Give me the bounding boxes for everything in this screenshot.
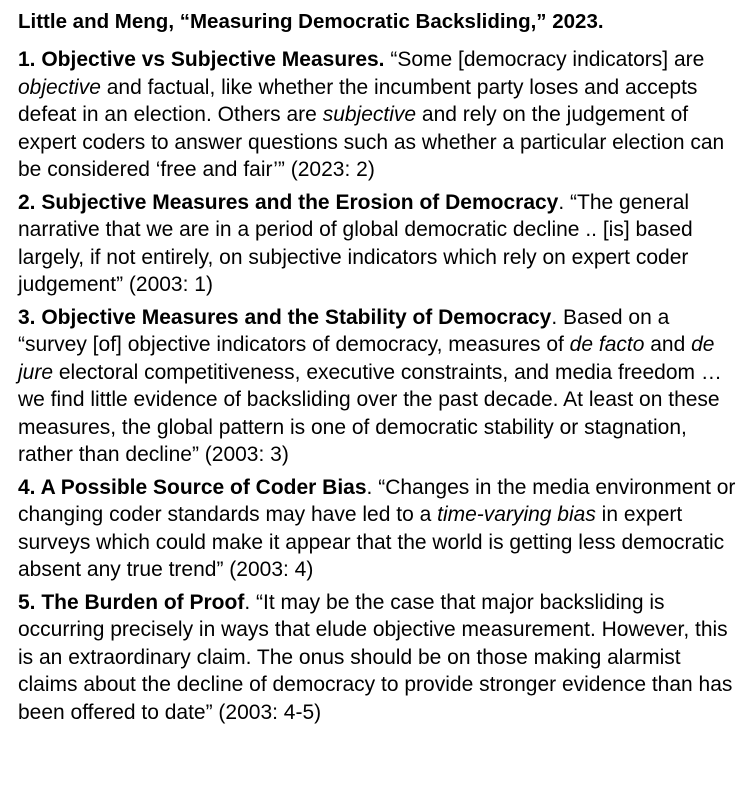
italic-term: objective bbox=[18, 75, 101, 99]
italic-term: time-varying bias bbox=[437, 503, 596, 526]
point-heading: 4. A Possible Source of Coder Bias bbox=[18, 475, 367, 499]
point-text: and bbox=[644, 333, 692, 356]
point-text: and factual, like whether the incumbent party loses and accepts defeat in an election. Others are bbox=[18, 75, 698, 126]
document-title: Little and Meng, “Measuring Democratic Backsliding,” 2023. bbox=[18, 10, 604, 33]
point-text: . “The general narrative that we are in a period of global democratic decline .. [is] based largely, if not entirely, on subjective indicators which rely on expert coder judgement” (2003: 1) bbox=[18, 190, 693, 296]
point-text: and rely on the judgement of expert coders to answer questions such as whether a particular election can be considered ‘free and fair’” (2023: 2) bbox=[18, 103, 725, 181]
point-heading: 1. Objective vs Subjective Measures. bbox=[18, 48, 385, 71]
italic-term: de facto bbox=[569, 333, 645, 356]
point-heading: 3. Objective Measures and the Stability of Democracy bbox=[18, 305, 552, 329]
point-2 bbox=[18, 189, 736, 299]
point-text: . “Changes in the media environment or changing coder standards may have led to a bbox=[18, 475, 736, 526]
point-3 bbox=[18, 304, 736, 469]
point-4 bbox=[18, 474, 736, 584]
point-text: “Some [democracy indicators] are bbox=[384, 48, 705, 71]
point-text: electoral competitiveness, executive constraints, and media freedom … we find little evidence of backsliding over the past decade. At least on these measures, the global pattern is one of democratic stability or stagnation, rather than decline” (2003: 3) bbox=[18, 360, 722, 466]
point-text: . “It may be the case that major backsliding is occurring precisely in ways that elude objective measurement. However, this is an extraordinary claim. The onus should be on those making alarmist claims about the decline of democracy to provide stronger evidence than has been offered to date” (2003: 4-5) bbox=[18, 590, 733, 724]
point-heading: 2. Subjective Measures and the Erosion of Democracy bbox=[18, 190, 559, 214]
point-5 bbox=[18, 589, 736, 727]
point-1 bbox=[18, 46, 736, 184]
point-heading: 5. The Burden of Proof bbox=[18, 590, 245, 614]
point-text: . Based on a “survey [of] objective indicators of democracy, measures of bbox=[18, 305, 670, 356]
point-text: in expert surveys which could make it appear that the world is getting less democratic absent any true trend” (2003: 4) bbox=[18, 503, 725, 581]
italic-term: de jure bbox=[18, 333, 715, 384]
italic-term: subjective bbox=[322, 103, 417, 126]
